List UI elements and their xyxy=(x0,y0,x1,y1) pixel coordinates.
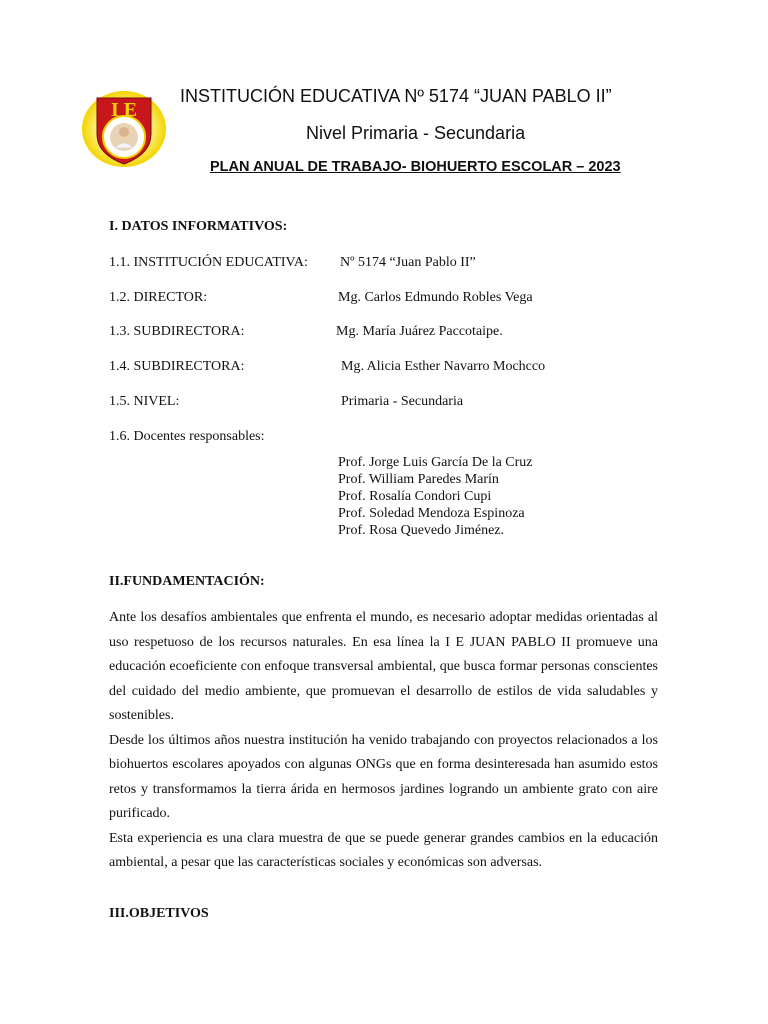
section-heading-fundamentacion: II.FUNDAMENTACIÓN: xyxy=(109,574,265,589)
school-logo xyxy=(81,90,167,168)
row-label: 1.3. SUBDIRECTORA: xyxy=(109,324,245,339)
teacher-name: Prof. Rosa Quevedo Jiménez. xyxy=(338,523,505,538)
teacher-name: Prof. William Paredes Marín xyxy=(338,472,499,487)
logo-letters: I E xyxy=(110,99,138,121)
row-label: 1.5. NIVEL: xyxy=(109,394,180,409)
paragraph: Desde los últimos años nuestra institución ha venido trabajando con proyectos relacionados a los biohuertos escolares apoyados con algunas ONGs que en forma desinteresada han asumido estos retos y transformamos la tierra árida en hermosos jardines logrando un ambiente grato con aire purificado. xyxy=(109,732,658,821)
plan-title: PLAN ANUAL DE TRABAJO- BIOHUERTO ESCOLAR – 2023 xyxy=(210,159,621,175)
row-value: Nº 5174 “Juan Pablo II” xyxy=(340,255,476,270)
row-label: 1.2. DIRECTOR: xyxy=(109,290,208,305)
paragraph: Esta experiencia es una clara muestra de que se puede generar grandes cambios en la educación ambiental, a pesar que las características sociales y económicas son adversas. xyxy=(109,830,658,870)
teacher-name: Prof. Soledad Mendoza Espinoza xyxy=(338,506,525,521)
page-subtitle: Nivel Primaria - Secundaria xyxy=(306,123,526,143)
teacher-name: Prof. Rosalía Condori Cupi xyxy=(338,489,492,504)
teacher-name: Prof. Jorge Luis García De la Cruz xyxy=(338,455,533,470)
section-heading-objetivos: III.OBJETIVOS xyxy=(109,906,209,921)
fundamentacion-body xyxy=(109,606,658,876)
page-title: INSTITUCIÓN EDUCATIVA Nº 5174 “JUAN PABLO II” xyxy=(180,86,612,106)
teacher-list xyxy=(338,454,533,539)
row-value: Mg. Alicia Esther Navarro Mochcco xyxy=(341,359,546,374)
section-heading-datos: I. DATOS INFORMATIVOS: xyxy=(109,219,288,234)
row-value: Mg. Carlos Edmundo Robles Vega xyxy=(338,290,533,305)
paragraph: Ante los desafíos ambientales que enfrenta el mundo, es necesario adoptar medidas orientadas al uso respetuoso de los recursos naturales. En esa línea la I E JUAN PABLO II promueve una educación ecoeficiente con enfoque transversal ambiental, que busca formar personas conscientes del cuidado del medio ambiente, que promuevan el desarrollo de estilos de vida saludables y sostenibles. xyxy=(109,610,658,723)
row-value: Mg. María Juárez Paccotaipe. xyxy=(336,324,503,339)
row-label: 1.6. Docentes responsables: xyxy=(109,429,265,444)
row-label: 1.1. INSTITUCIÓN EDUCATIVA: xyxy=(109,255,308,270)
row-label: 1.4. SUBDIRECTORA: xyxy=(109,359,245,374)
row-value: Primaria - Secundaria xyxy=(341,394,464,409)
